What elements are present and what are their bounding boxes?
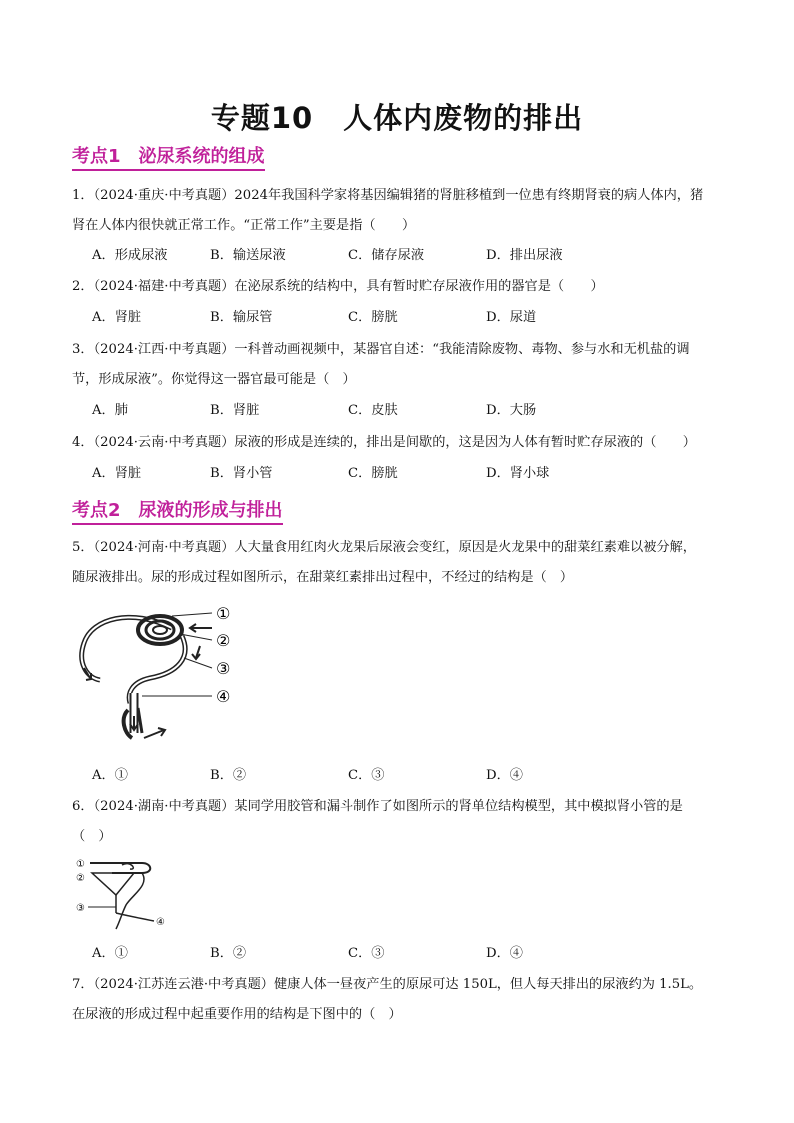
section-heading-2: 考点2 尿液的形成与排出 [72,500,283,525]
figure-5-label-3: ③ [216,659,231,678]
figure-6-label-2: ② [76,873,85,884]
page-title: 专题10 人体内废物的排出 [210,101,584,135]
question-1-option-a[interactable]: A．形成尿液 [92,248,168,263]
question-1-option-c[interactable]: C．储存尿液 [348,248,425,263]
question-2-option-c[interactable]: C．膀胱 [348,310,398,325]
nephron-model-diagram [72,855,182,935]
question-6-option-d[interactable]: D．④ [486,946,523,961]
question-1-option-d[interactable]: D．排出尿液 [486,248,563,263]
question-6-line-2: （ ） [72,829,112,844]
question-4-line-1: 4．（2024·云南·中考真题）尿液的形成是连续的，排出是间歇的，这是因为人体有暂时贮存尿液的（ ） [72,435,696,450]
question-6-line-1: 6．（2024·湖南·中考真题）某同学用胶管和漏斗制作了如图所示的肾单位结构模型，其中模拟肾小管的是 [72,799,683,814]
question-7-line-1: 7．（2024·江苏连云港·中考真题）健康人体一昼夜产生的原尿可达 150L，但人每天排出的尿液约为 1.5L。 [72,977,703,992]
figure-6-label-1: ① [76,859,85,870]
question-6-option-c[interactable]: C．③ [348,946,385,961]
nephron-diagram [72,598,242,748]
question-1-line-1: 1．（2024·重庆·中考真题）2024年我国科学家将基因编辑猪的肾脏移植到一位患有终期肾衰的病人体内，猪 [72,188,704,203]
question-4-option-c[interactable]: C．膀胱 [348,466,398,481]
figure-6-label-4: ④ [156,917,165,928]
question-4-option-d[interactable]: D．肾小球 [486,466,550,481]
question-4-option-b[interactable]: B．肾小管 [210,466,273,481]
question-2-option-b[interactable]: B．输尿管 [210,310,273,325]
question-5-option-b[interactable]: B．② [210,768,247,783]
question-3-option-b[interactable]: B．肾脏 [210,403,260,418]
question-4-option-a[interactable]: A．肾脏 [92,466,142,481]
question-5-option-d[interactable]: D．④ [486,768,523,783]
question-5-line-1: 5．（2024·河南·中考真题）人大量食用红肉火龙果后尿液会变红，原因是火龙果中的甜菜红素难以被分解， [72,540,696,555]
figure-5-label-1: ① [216,604,231,623]
question-3-option-c[interactable]: C．皮肤 [348,403,398,418]
section-heading-1: 考点1 泌尿系统的组成 [72,146,265,171]
question-5-line-2: 随尿液排出。尿的形成过程如图所示，在甜菜红素排出过程中，不经过的结构是（ ） [72,570,574,585]
figure-6-label-3: ③ [76,903,85,914]
question-3-option-a[interactable]: A．肺 [92,403,128,418]
question-7-line-2: 在尿液的形成过程中起重要作用的结构是下图中的（ ） [72,1007,402,1022]
figure-5-label-4: ④ [216,687,231,706]
question-3-line-2: 节，形成尿液”。你觉得这一器官最可能是（ ） [72,372,356,387]
question-5-option-a[interactable]: A．① [92,768,128,783]
question-6-option-b[interactable]: B．② [210,946,247,961]
question-2-line-1: 2．（2024·福建·中考真题）在泌尿系统的结构中，具有暂时贮存尿液作用的器官是（ ） [72,279,604,294]
question-3-line-1: 3．（2024·江西·中考真题）一科普动画视频中，某器官自述：“我能清除废物、毒物、参与水和无机盐的调 [72,342,690,357]
question-5-option-c[interactable]: C．③ [348,768,385,783]
question-1-line-2: 肾在人体内很快就正常工作。“正常工作”主要是指（ ） [72,218,416,233]
question-2-option-a[interactable]: A．肾脏 [92,310,142,325]
question-6-option-a[interactable]: A．① [92,946,128,961]
question-2-option-d[interactable]: D．尿道 [486,310,537,325]
question-3-option-d[interactable]: D．大肠 [486,403,537,418]
question-1-option-b[interactable]: B．输送尿液 [210,248,286,263]
figure-5-label-2: ② [216,631,231,650]
